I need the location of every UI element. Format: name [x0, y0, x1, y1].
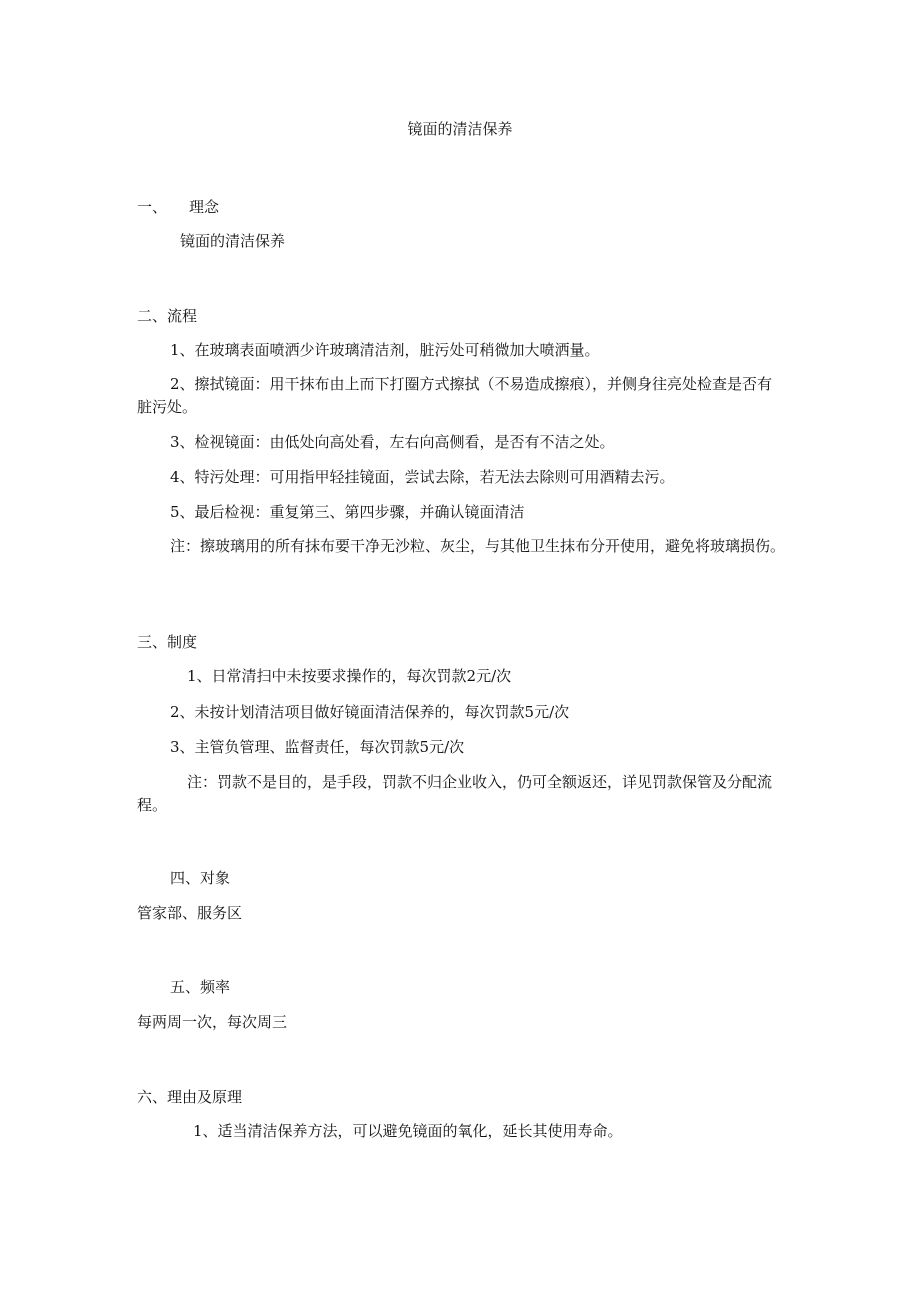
section-2-heading: 二、流程: [137, 307, 198, 325]
section-6-heading: 六、理由及原理: [137, 1088, 243, 1106]
section-3-item-3: 3、主管负管理、监督责任，每次罚款5元/次: [170, 738, 465, 756]
section-4-body: 管家部、服务区: [137, 904, 243, 922]
section-2-item-1: 1、在玻璃表面喷洒少许玻璃清洁剂，脏污处可稍微加大喷洒量。: [170, 341, 600, 359]
section-3-item-2: 2、未按计划清洁项目做好镜面清洁保养的，每次罚款5元/次: [170, 703, 570, 721]
document-title: 镜面的清洁保养: [407, 120, 513, 138]
section-1-body: 镜面的清洁保养: [180, 232, 286, 250]
section-2-note: 注：擦玻璃用的所有抹布要干净无沙粒、灰尘，与其他卫生抹布分开使用，避免将玻璃损伤。: [170, 537, 786, 555]
section-2-item-5: 5、最后检视：重复第三、第四步骤，并确认镜面清洁: [170, 503, 525, 521]
section-1-number: 一、: [137, 198, 168, 216]
section-3-item-1: 1、日常清扫中未按要求操作的，每次罚款2元/次: [187, 667, 512, 685]
section-2-item-3: 3、检视镜面：由低处向高处看，左右向高侧看，是否有不洁之处。: [170, 433, 615, 451]
section-1-heading: 理念: [189, 198, 220, 216]
section-6-item-1: 1、适当清洁保养方法，可以避免镜面的氧化，延长其使用寿命。: [193, 1122, 623, 1140]
section-4-heading: 四、对象: [170, 869, 231, 887]
section-5-body: 每两周一次，每次周三: [137, 1013, 288, 1031]
section-2-item-2: 2、擦拭镜面：用干抹布由上而下打圈方式擦拭（不易造成擦痕），并侧身往亮处检查是否有脏污处。: [137, 375, 773, 416]
section-2-item-4: 4、特污处理：可用指甲轻挂镜面，尝试去除，若无法去除则可用酒精去污。: [170, 468, 675, 486]
section-5-heading: 五、频率: [170, 978, 231, 996]
section-3-heading: 三、制度: [137, 633, 198, 651]
section-3-note: 注：罚款不是目的，是手段，罚款不归企业收入，仍可全额返还，详见罚款保管及分配流程。: [137, 773, 773, 814]
